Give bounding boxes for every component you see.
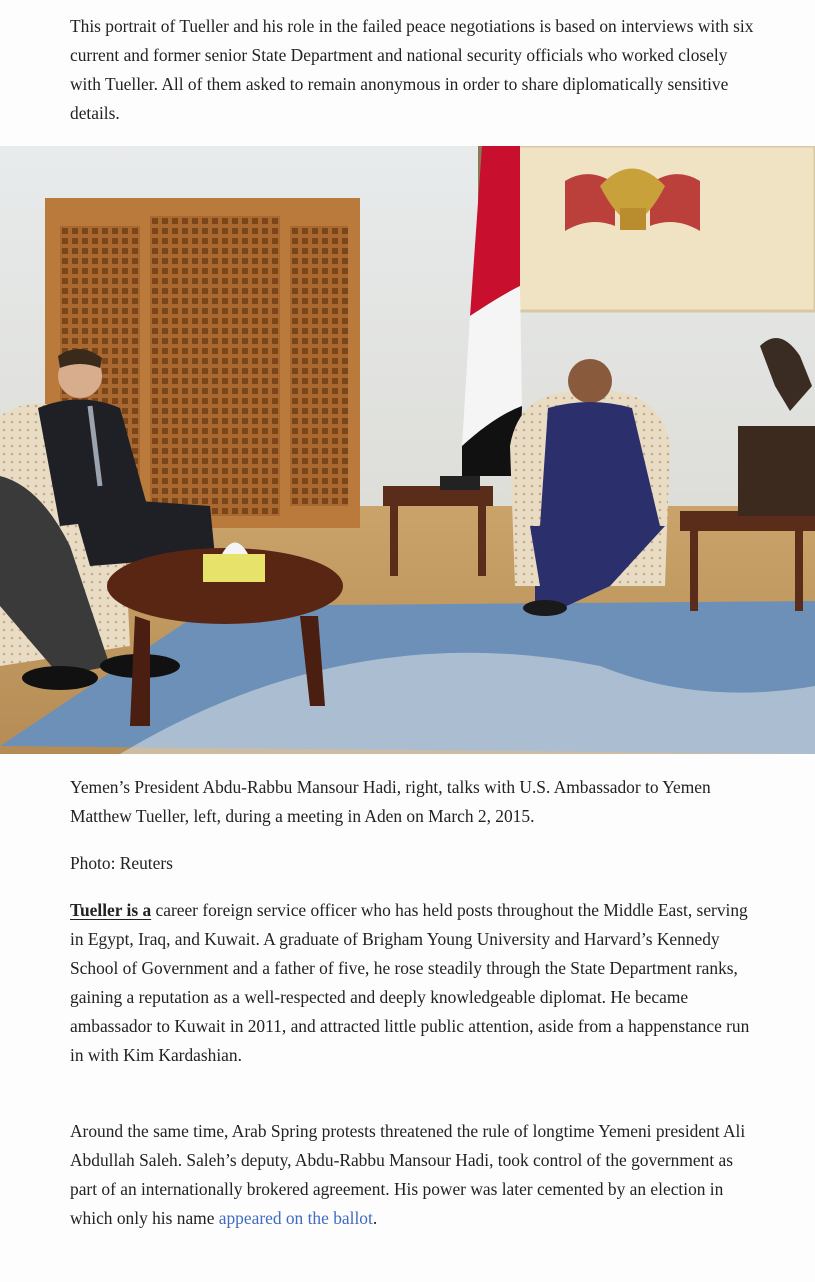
photo-credit: Photo: Reuters — [70, 853, 173, 873]
meeting-photo — [0, 146, 815, 754]
arab-spring-text: Around the same time, Arab Spring protests threatened the rule of longtime Yemeni president Ali Abdullah Saleh. Saleh’s deputy, Abdu-Rabbu Mansour Hadi, took control of the government as part of an internationally brokered agreement. His power was later cemented by an election in which only his name — [70, 1121, 746, 1228]
intro-paragraph: This portrait of Tueller and his role in the failed peace negotiations is based on interviews with six current and former senior State Department and national security officials who worked closely with Tueller. All of them asked to remain anonymous in order to share diplomatically sensitive details. — [70, 16, 754, 123]
ballot-link[interactable]: appeared on the ballot — [218, 1208, 373, 1228]
yemen-emblem — [565, 169, 700, 232]
lede-text: Tueller is a — [70, 900, 152, 920]
bio-paragraph — [70, 896, 760, 1070]
bio-text: career foreign service officer who has held posts throughout the Middle East, serving in Egypt, Iraq, and Kuwait. A graduate of Brigham Young University and Harvard’s Kennedy School of Government and a father of five, he rose steadily through the State Department ranks, gaining a reputation as a well-respected and deeply knowledgeable diplomat. He became ambassador to Kuwait in 2011, and attracted little public attention, aside from a happenstance run in with Kim Kardashian. — [70, 900, 750, 1065]
arab-spring-paragraph — [70, 1117, 760, 1233]
paragraph-end: . — [372, 1208, 378, 1228]
photo-caption: Yemen’s President Abdu-Rabbu Mansour Hadi, right, talks with U.S. Ambassador to Yemen Matthew Tueller, left, during a meeting in Aden on March 2, 2015. — [70, 777, 711, 826]
